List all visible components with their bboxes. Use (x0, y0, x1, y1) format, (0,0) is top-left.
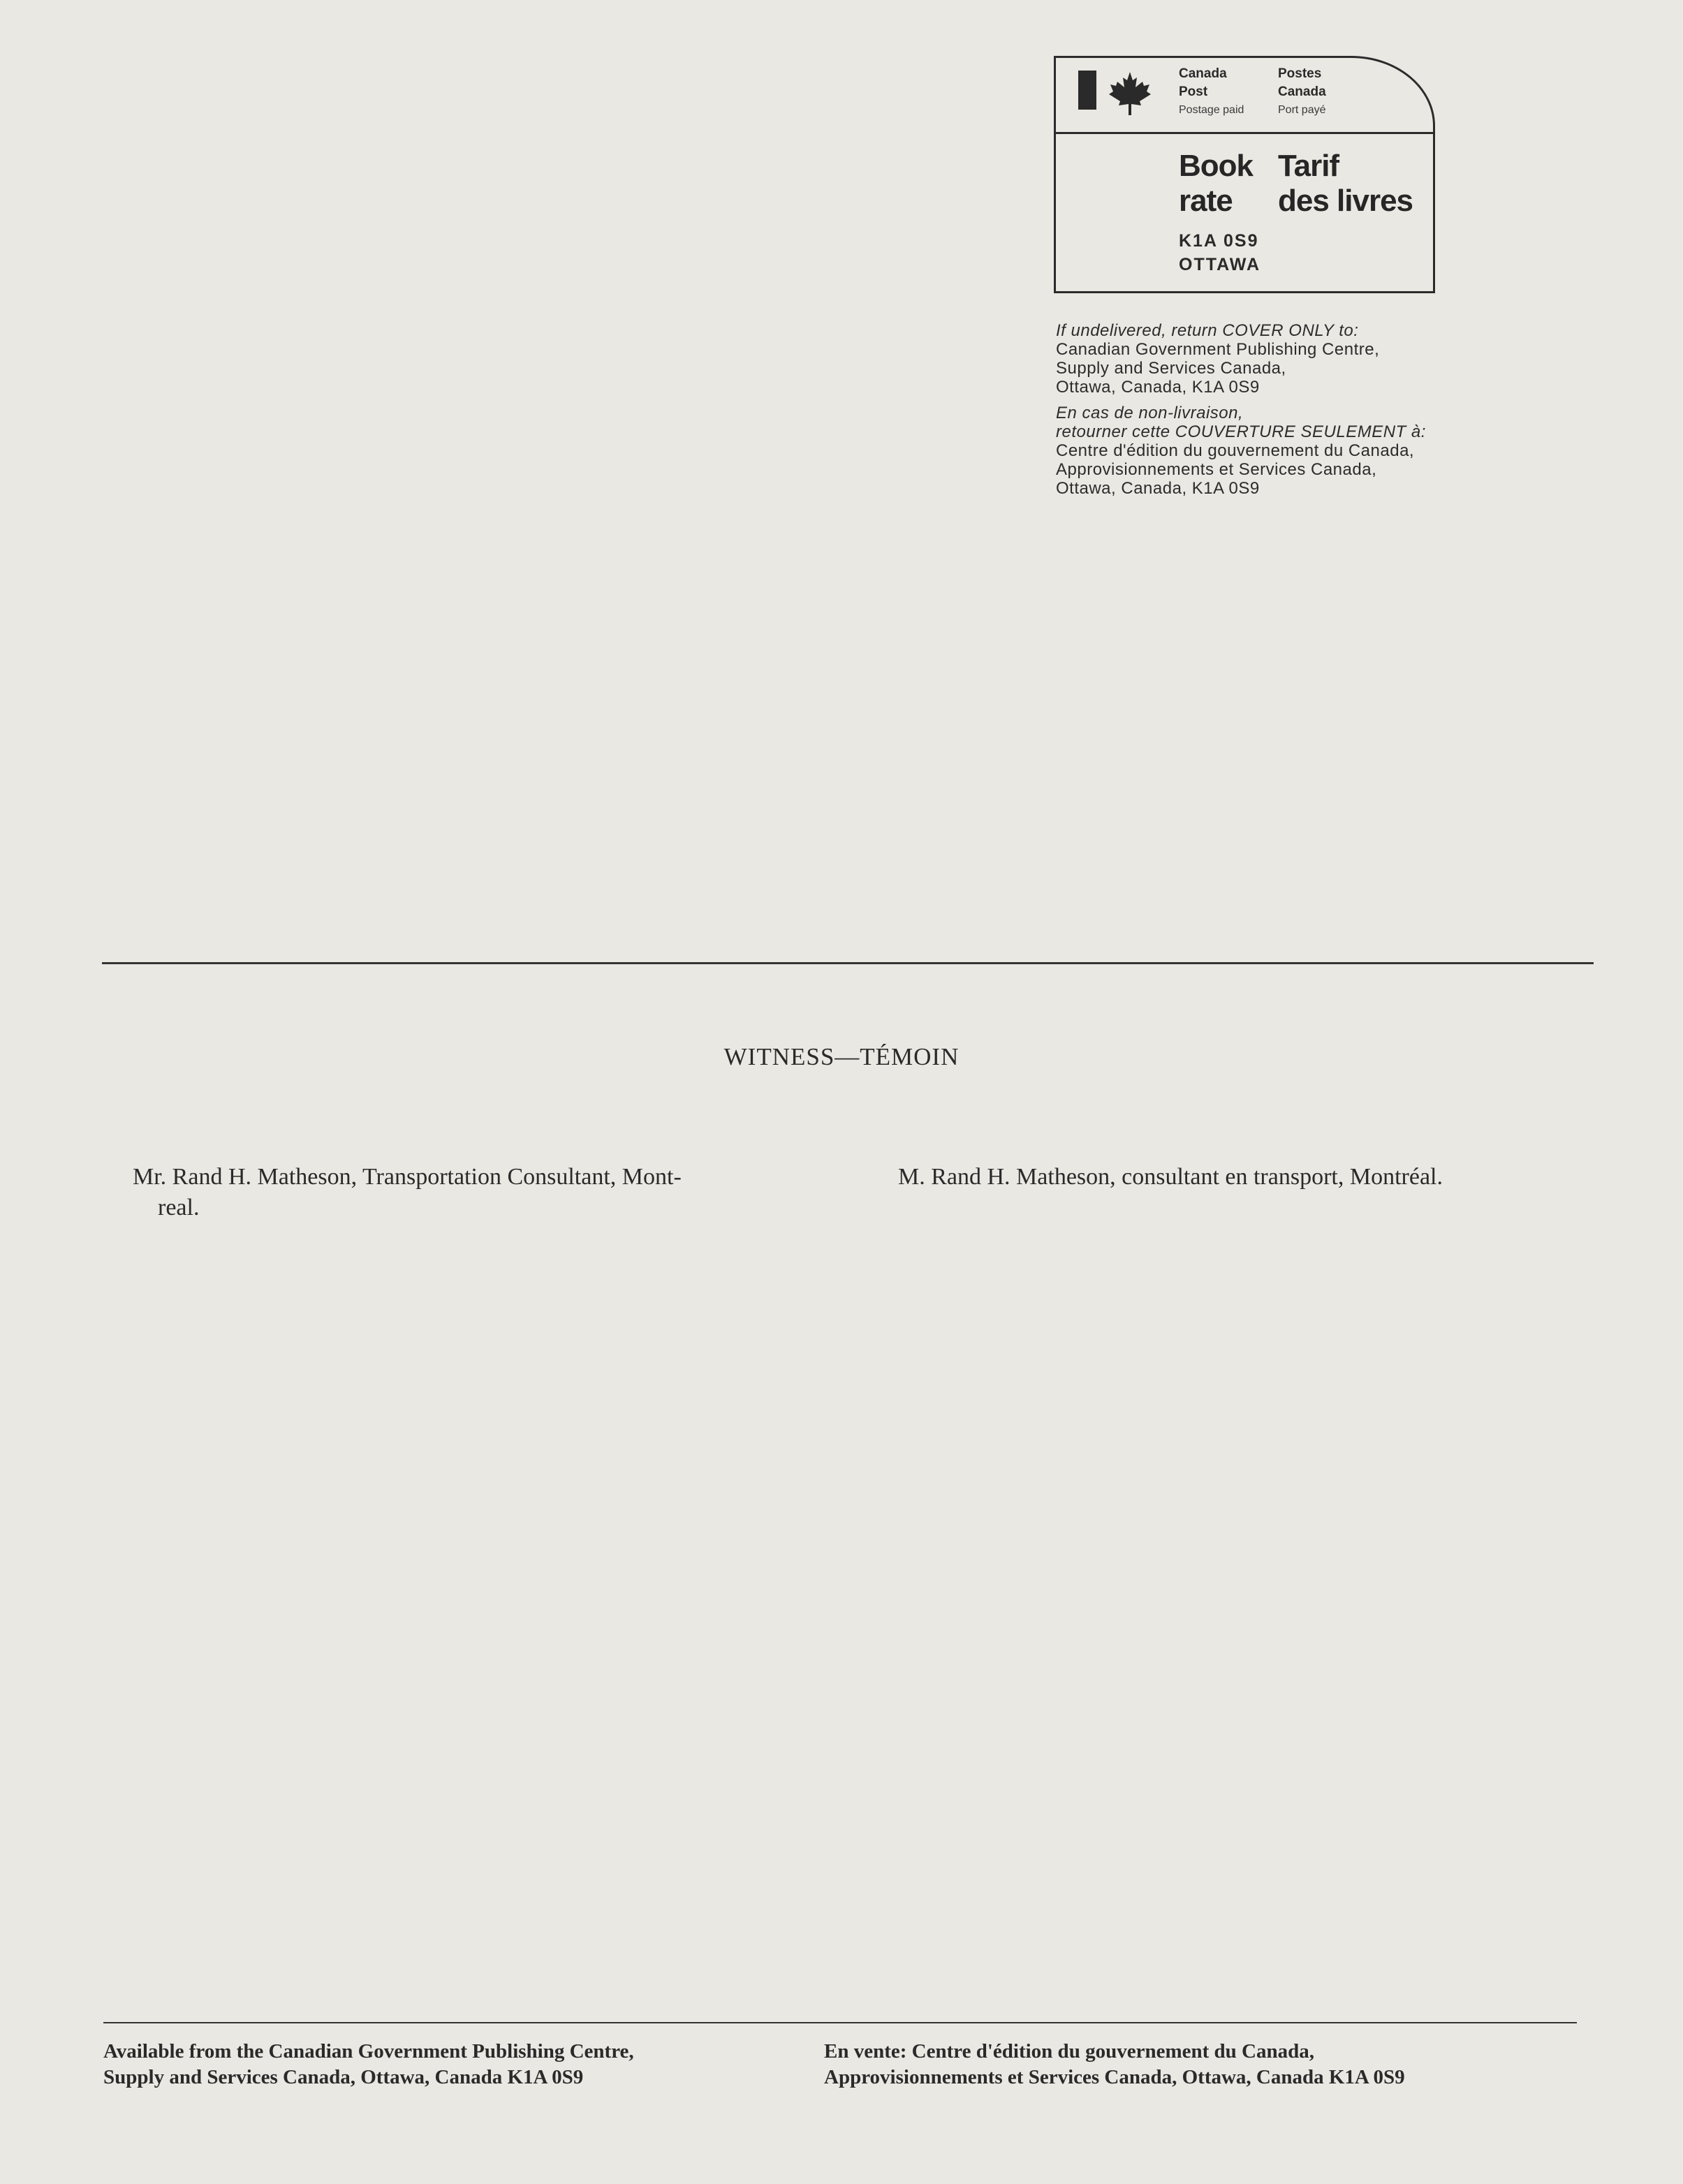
return-fr-line-3: Centre d'édition du gouvernement du Canada, (1056, 441, 1415, 460)
return-en-line-1: If undelivered, return COVER ONLY to: (1056, 321, 1359, 340)
indicia-postage-paid-en: Postage paid (1179, 104, 1244, 116)
maple-leaf-icon (1108, 71, 1152, 117)
witness-entry-fr: M. Rand H. Matheson, consultant en transport, Montréal. (898, 1164, 1443, 1190)
footer-divider-rule (103, 2022, 1577, 2023)
witness-entry-en (133, 1162, 845, 1223)
indicia-postal-code: K1A 0S9 (1179, 231, 1259, 251)
witness-heading: WITNESS—TÉMOIN (723, 1043, 960, 1070)
footer-en-line-1: Available from the Canadian Government Publishing Centre, (103, 2040, 634, 2063)
return-fr-line-2: retourner cette COUVERTURE SEULEMENT à: (1056, 422, 1426, 441)
return-en-line-4: Ottawa, Canada, K1A 0S9 (1056, 378, 1260, 397)
witness-en-line-2: real. (158, 1195, 200, 1220)
indicia-port-paye-fr: Port payé (1278, 104, 1326, 116)
postage-indicia (1054, 56, 1435, 293)
footer-fr-line-1: En vente: Centre d'édition du gouvernement du Canada, (824, 2040, 1314, 2063)
indicia-rate-en: rate (1179, 184, 1233, 218)
return-address-block (1056, 321, 1559, 498)
indicia-postes-fr: Postes (1278, 66, 1322, 81)
footer-availability-en (103, 2039, 634, 2090)
indicia-book-en: Book (1179, 149, 1253, 183)
return-fr-line-5: Ottawa, Canada, K1A 0S9 (1056, 479, 1260, 498)
return-en-line-2: Canadian Government Publishing Centre, (1056, 340, 1380, 359)
footer-fr-line-2: Approvisionnements et Services Canada, Ottawa, Canada K1A 0S9 (824, 2066, 1405, 2088)
footer-availability-fr (824, 2039, 1405, 2090)
indicia-canada-fr: Canada (1278, 84, 1326, 99)
witness-en-line-1: Mr. Rand H. Matheson, Transportation Consultant, Mont- (133, 1164, 682, 1190)
indicia-post-en: Post (1179, 84, 1208, 99)
flag-bar-icon (1078, 71, 1096, 110)
return-en-line-3: Supply and Services Canada, (1056, 359, 1286, 378)
indicia-des-livres-fr: des livres (1278, 184, 1413, 218)
indicia-canada-en: Canada (1179, 66, 1227, 81)
footer-en-line-2: Supply and Services Canada, Ottawa, Canada K1A 0S9 (103, 2066, 584, 2088)
return-fr-line-1: En cas de non-livraison, (1056, 404, 1244, 422)
indicia-city: OTTAWA (1179, 255, 1261, 274)
return-fr-line-4: Approvisionnements et Services Canada, (1056, 460, 1377, 479)
indicia-divider (1056, 132, 1433, 134)
section-divider-rule (102, 962, 1594, 964)
indicia-tarif-fr: Tarif (1278, 149, 1339, 183)
